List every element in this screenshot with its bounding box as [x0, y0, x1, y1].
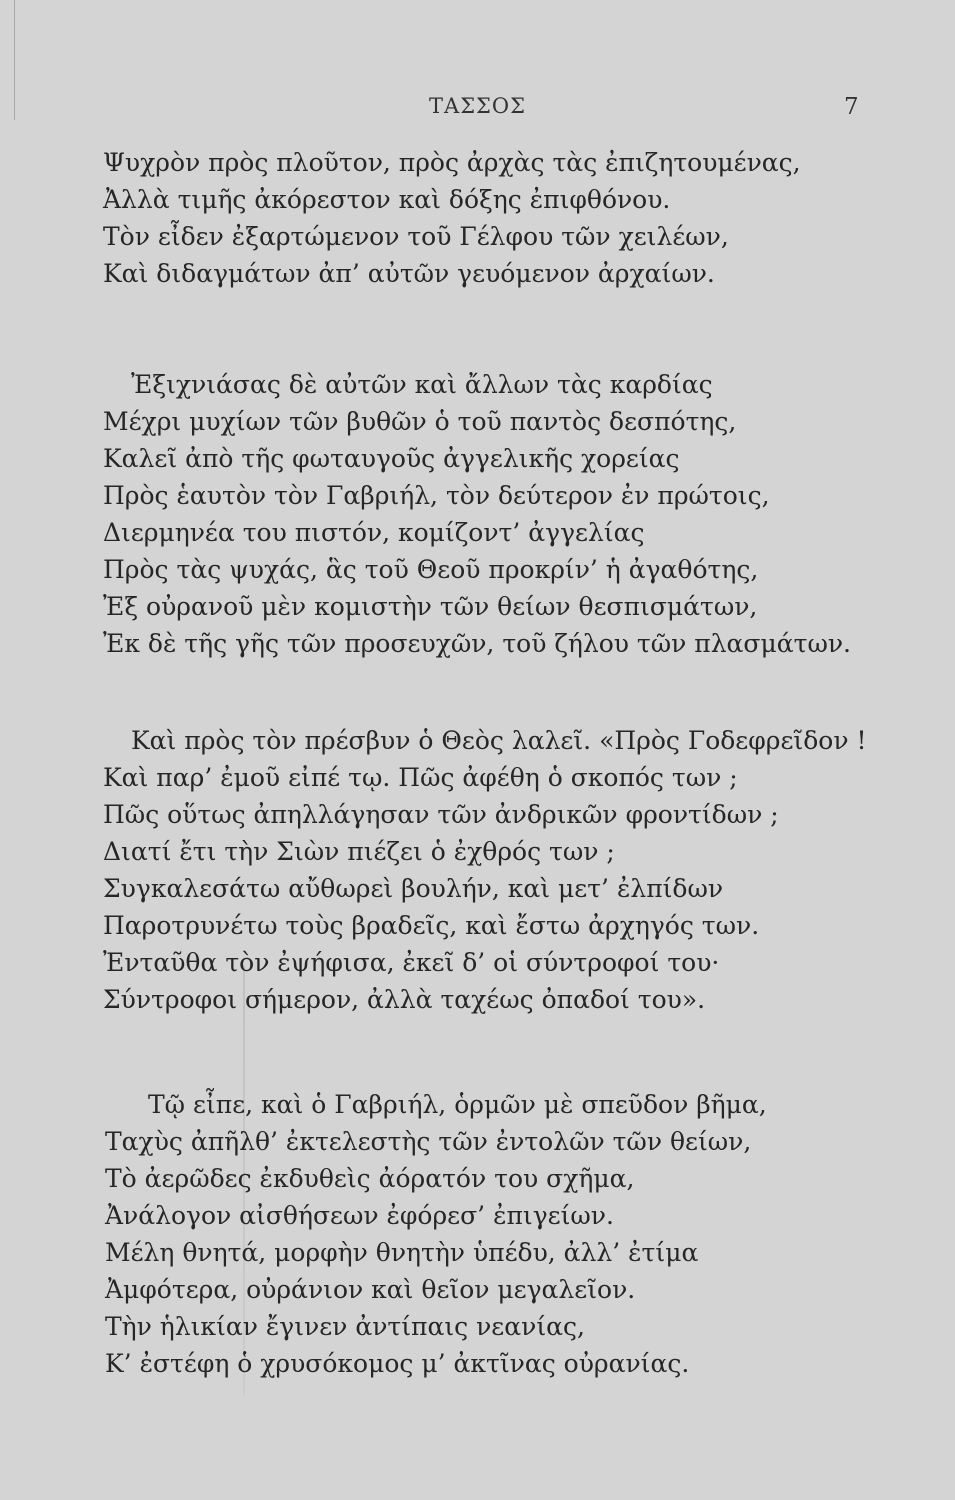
verse-line: Κ’ ἐστέφη ὁ χρυσόκομος μ’ ἀκτῖνας οὐρανίας.: [105, 1349, 690, 1378]
verse-line: Καὶ διδαγμάτων ἀπ’ αὐτῶν γευόμενον ἀρχαίων.: [103, 259, 715, 288]
verse-line: Ἀμφότερα, οὐράνιον καὶ θεῖον μεγαλεῖον.: [105, 1275, 636, 1304]
verse-line: Ψυχρὸν πρὸς πλοῦτον, πρὸς ἀρχὰς τὰς ἐπιζητουμένας,: [103, 148, 801, 177]
verse-line: Καλεῖ ἀπὸ τῆς φωταυγοῦς ἀγγελικῆς χορείας: [103, 444, 680, 473]
verse-line: Συγκαλεσάτω αὔθωρεὶ βουλήν, καὶ μετ’ ἐλπίδων: [103, 874, 724, 903]
verse-line: Τῷ εἶπε, καὶ ὁ Γαβριήλ, ὁρμῶν μὲ σπεῦδον βῆμα,: [148, 1090, 767, 1119]
verse-line: Ἐνταῦθα τὸν ἐψήφισα, ἐκεῖ δ’ οἱ σύντροφοί του·: [103, 948, 720, 977]
verse-line: Πρὸς τὰς ψυχάς, ἃς τοῦ Θεοῦ προκρίν’ ἡ ἀγαθότης,: [103, 555, 759, 584]
verse-line: Ἐξ οὐρανοῦ μὲν κομιστὴν τῶν θείων θεσπισμάτων,: [103, 592, 758, 621]
verse-line: Ἀνάλογον αἰσθήσεων ἐφόρεσ’ ἐπιγείων.: [105, 1201, 614, 1230]
verse-line: Τὸ ἀερῶδες ἐκδυθεὶς ἀόρατόν του σχῆμα,: [105, 1164, 635, 1193]
verse-line: Μέλη θνητά, μορφὴν θνητὴν ὑπέδυ, ἀλλ’ ἐτίμα: [105, 1238, 699, 1267]
verse-line: Παροτρυνέτω τοὺς βραδεῖς, καὶ ἔστω ἀρχηγός των.: [103, 911, 760, 940]
verse-line: Ἀλλὰ τιμῆς ἀκόρεστον καὶ δόξης ἐπιφθόνου.: [103, 185, 671, 214]
verse-line: Διατί ἔτι τὴν Σιὼν πιέζει ὁ ἐχθρός των ;: [103, 837, 615, 866]
verse-line: Ἐξιχνιάσας δὲ αὐτῶν καὶ ἄλλων τὰς καρδίας: [131, 370, 713, 399]
verse-line: Καὶ πρὸς τὸν πρέσβυν ὁ Θεὸς λαλεῖ. «Πρὸς Γοδεφρεῖδον !: [131, 726, 867, 755]
verse-line: Ταχὺς ἀπῆλθ’ ἐκτελεστὴς τῶν ἐντολῶν τῶν θείων,: [105, 1127, 752, 1156]
verse-line: Τὴν ἡλικίαν ἔγινεν ἀντίπαις νεανίας,: [105, 1312, 585, 1341]
verse-line: Μέχρι μυχίων τῶν βυθῶν ὁ τοῦ παντὸς δεσπότης,: [103, 407, 737, 436]
verse-line: Ἐκ δὲ τῆς γῆς τῶν προσευχῶν, τοῦ ζήλου τῶν πλασμάτων.: [103, 629, 851, 658]
verse-line: Τὸν εἶδεν ἐξαρτώμενον τοῦ Γέλφου τῶν χειλέων,: [103, 222, 729, 251]
page-number: 7: [844, 94, 859, 120]
verse-line: Πρὸς ἑαυτὸν τὸν Γαβριήλ, τὸν δεύτερον ἐν πρώτοις,: [103, 481, 770, 510]
verse-line: Σύντροφοι σήμερον, ἀλλὰ ταχέως ὀπαδοί του».: [103, 985, 706, 1014]
verse-line: Καὶ παρ’ ἐμοῦ εἰπέ τῳ. Πῶς ἀφέθη ὁ σκοπός των ;: [103, 763, 738, 792]
verse-line: Διερμηνέα του πιστόν, κομίζοντ’ ἀγγελίας: [103, 518, 645, 547]
scan-edge-mark: [14, 0, 15, 120]
verse-line: Πῶς οὕτως ἀπηλλάγησαν τῶν ἀνδρικῶν φροντίδων ;: [103, 800, 779, 829]
running-title: ΤΑΣΣΟΣ: [429, 94, 526, 118]
